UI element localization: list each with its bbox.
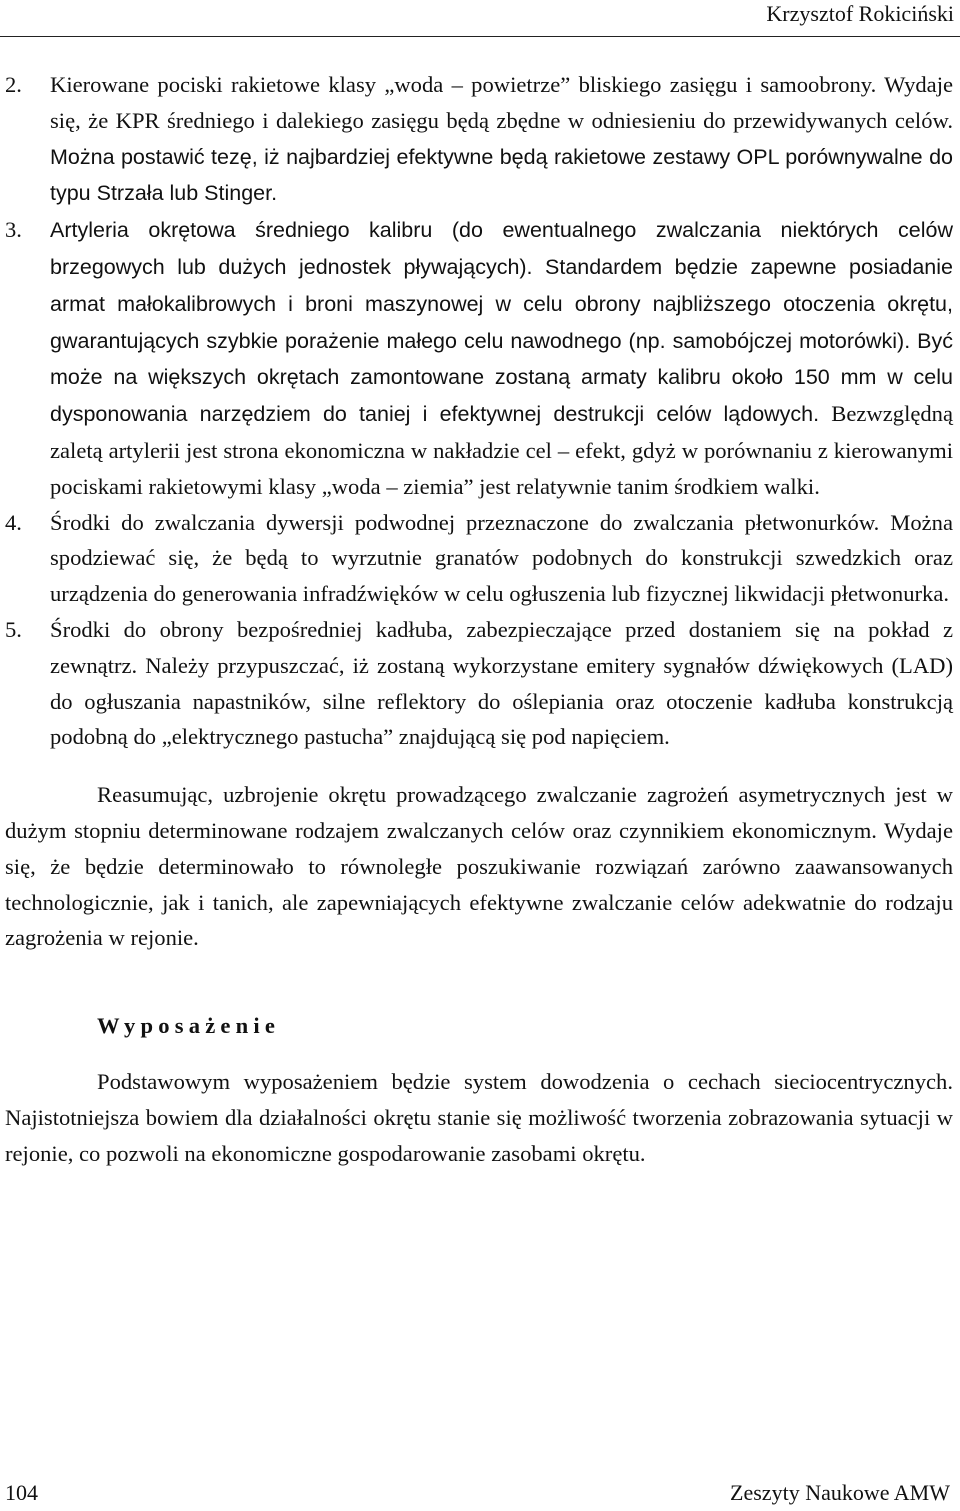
section-paragraph: Podstawowym wyposażeniem będzie system dowodzenia o cechach sieciocentrycznych. Najistotniejsza bowiem dla działalności okrętu stanie się możliwość tworzenia zobrazowania sytuacji w rejonie, co pozwoli na ekonomiczne gospodarowanie zasobami okrętu. [5,1069,953,1166]
list-text: Środki do obrony bezpośredniej kadłuba, zabezpieczające przed dostaniem się na pokład z zewnątrz. Należy przypuszczać, iż zostaną wykorzystane emitery sygnałów dźwiękowych (LAD) do ogłuszania napastników, silne reflektory do oślepiania oraz otoczenie kadłuba konstrukcją podobną do „elektrycznego pastucha” znajdującą się pod napięciem. [50,616,953,750]
summary-paragraph: Reasumując, uzbrojenie okrętu prowadzącego zwalczanie zagrożeń asymetrycznych jest w dużym stopniu determinowane rodzajem zwalczanych celów oraz czynnikiem ekonomicznym. Wydaje się, że będzie determinowało to równoległe poszukiwanie rozwiązań zarówno zaawansowanych technologicznie, jak i tanich, ale zapewniających efektywne zwalczanie celów adekwatnie do rodzaju zagrożenia w rejonie. [5,782,953,951]
page-body [5,67,953,1172]
list-text-sans: Można postawić tezę, iż najbardziej efektywne będą rakietowe zestawy OPL porównywalne do typu Strzała lub Stinger. [50,144,953,206]
page-footer [0,1474,960,1510]
journal-name: Zeszyty Naukowe AMW [730,1480,950,1505]
list-text: Środki do zwalczania dywersji podwodnej przeznaczone do zwalczania płetwonurków. Można spodziewać się, że będą to wyrzutnie granatów podobnych do konstrukcji szwedzkich oraz urządzenia do generowania infradźwięków w celu ogłuszenia lub fizycznej likwidacji płetwonurka. [50,509,953,607]
list-number: 2. [5,72,22,97]
header-rule [0,36,960,37]
list-item [5,505,953,612]
list-text: Bezwzględną zaletą artylerii jest strona ekonomiczna w nakładzie cel – efekt, gdyż w porównaniu z kierowanymi pociskami rakietowymi klasy „woda – ziemia” jest relatywnie tanim środkiem walki. [50,401,953,499]
list-item [5,612,953,755]
list-text: Kierowane pociski rakietowe klasy „woda – powietrze” bliskiego zasięgu i samoobrony. Wydaje się, że KPR średniego i dalekiego zasięgu będą zbędne w odniesieniu do przewidywanych celów. [50,72,953,133]
section-heading: Wyposażenie [97,1013,281,1039]
list-number: 4. [5,509,22,535]
page-number: 104 [5,1480,38,1505]
list-text-sans: Artyleria okrętowa średniego kalibru (do ewentualnego zwalczania niektórych celów brzegowych lub dużych jednostek pływających). Standardem będzie zapewne posiadanie armat małokalibrowych i broni maszynowej w celu obrony najbliższego otoczenia okrętu, gwarantujących szybkie porażenie małego celu nawodnego (np. samobójczej motorówki). Być może na większych okrętach zamontowane zostaną armaty kalibru około 150 mm w celu dysponowania narzędziem do taniej i efektywnej destrukcji celów lądowych. [50,218,953,427]
list-number: 3. [5,217,22,243]
list-item [5,67,953,212]
page-header [0,0,960,44]
running-head-author: Krzysztof Rokiciński [766,1,954,26]
list-item [5,212,953,504]
list-number: 5. [5,616,22,642]
